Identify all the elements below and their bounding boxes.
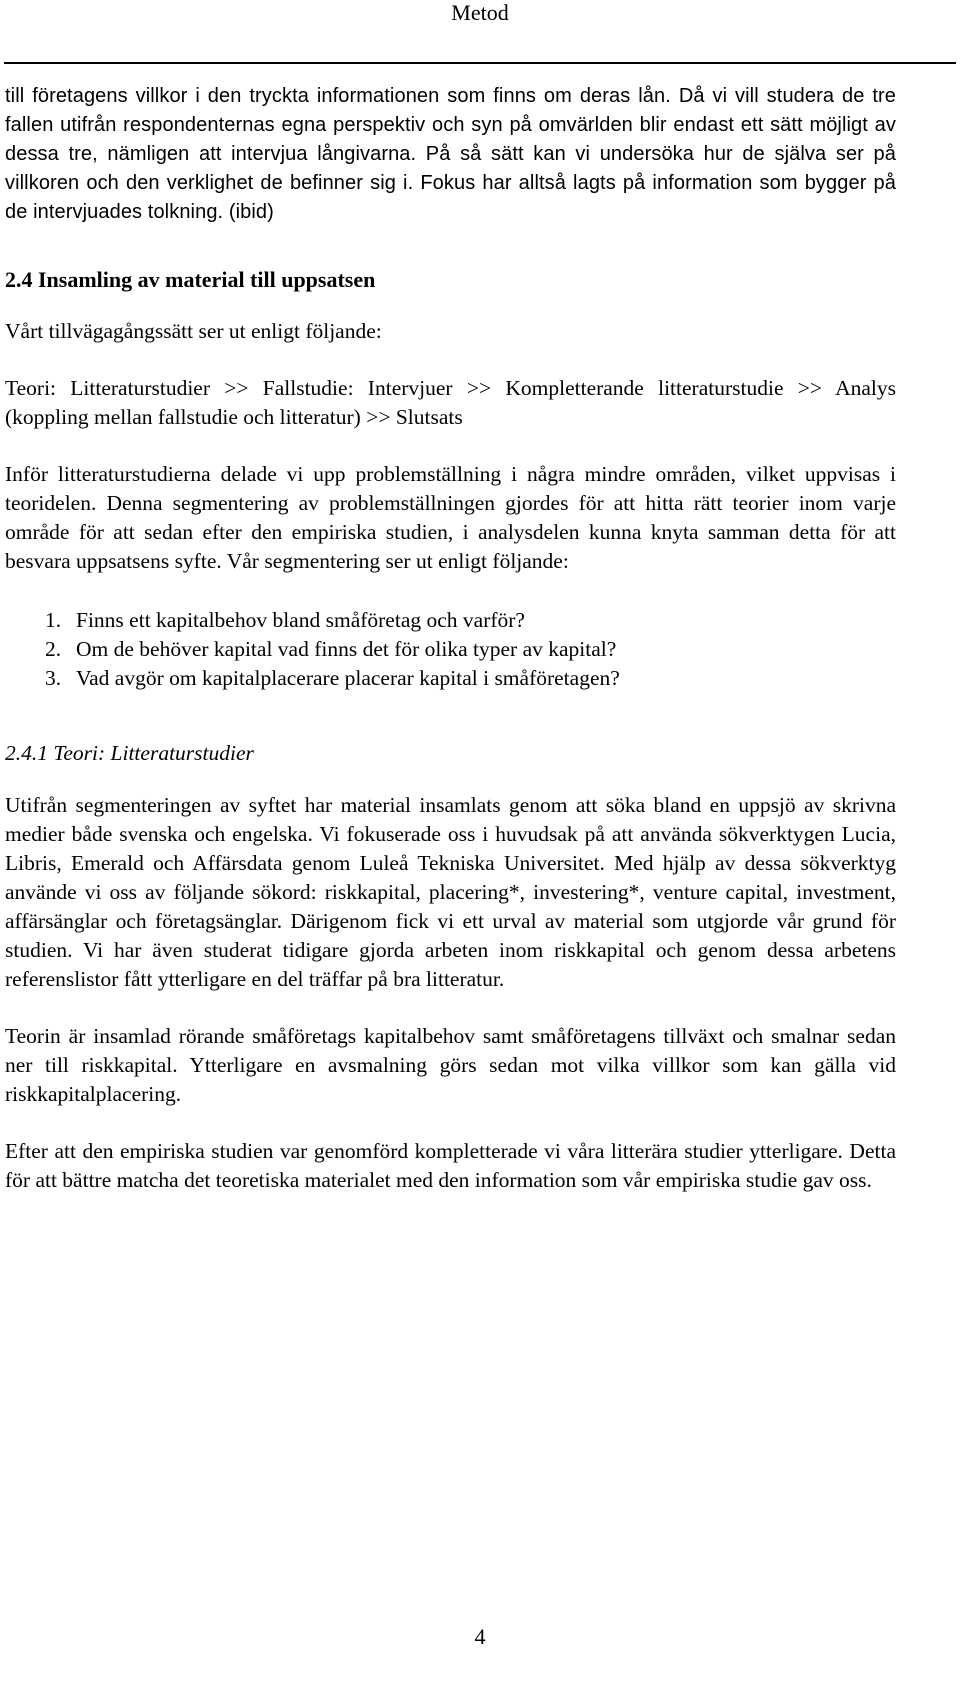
list-item	[5, 664, 896, 693]
list-item-number: 1.	[45, 608, 62, 632]
section-paragraph-segmentation: Inför litteraturstudierna delade vi upp problemställning i några mindre områden, vilket uppvisas i teoridelen. Denna segmentering av problemställningen gjordes för att hitta rätt teorier inom varje område för att sedan efter den empiriska studien, i analysdelen kunna knyta samman detta för att besvara uppsatsens syfte. Vår segmentering ser ut enligt följande:	[5, 462, 896, 573]
list-item-text: Vad avgör om kapitalplacerare placerar kapital i småföretagen?	[76, 666, 620, 690]
section-heading: 2.4 Insamling av material till uppsatsen	[5, 267, 376, 292]
header-divider	[4, 62, 956, 64]
list-item-text: Finns ett kapitalbehov bland småföretag och varför?	[76, 608, 525, 632]
subsection-heading: 2.4.1 Teori: Litteraturstudier	[5, 741, 254, 765]
section-paragraph-process: Teori: Litteraturstudier >> Fallstudie: Intervjuer >> Kompletterande litteraturstudie >> Analys (koppling mellan fallstudie och litteratur) >> Slutsats	[5, 376, 896, 429]
list-item-number: 2.	[45, 637, 62, 661]
list-item-text: Om de behöver kapital vad finns det för olika typer av kapital?	[76, 637, 617, 661]
list-item	[5, 606, 896, 635]
page-body	[5, 82, 896, 1195]
page-number: 4	[474, 1624, 486, 1649]
subsection-paragraph-complement: Efter att den empiriska studien var genomförd kompletterade vi våra litterära studier ytterligare. Detta för att bättre matcha det teoretiska materialet med den information som vår empiriska studie gav oss.	[5, 1139, 896, 1192]
question-list	[5, 606, 896, 693]
intro-paragraph: till företagens villkor i den tryckta informationen som finns om deras lån. Då vi vill studera de tre fallen utifrån respondenternas egna perspektiv och syn på omvärlden blir endast ett sätt möjligt av dessa tre, nämligen att intervjua långivarna. På så sätt kan vi undersöka hur de själva ser på villkoren och den verklighet de befinner sig i. Fokus har alltså lagts på information som bygger på de intervjuades tolkning. (ibid)	[5, 85, 896, 223]
list-item-number: 3.	[45, 666, 62, 690]
list-item	[5, 635, 896, 664]
subsection-paragraph-sources: Utifrån segmenteringen av syftet har material insamlats genom att söka bland en uppsjö av skrivna medier både svenska och engelska. Vi fokuserade oss i huvudsak på att använda sökverktygen Lucia, Libris, Emerald och Affärsdata genom Luleå Tekniska Universitet. Med hjälp av dessa sökverktyg använde vi oss av följande sökord: riskkapital, placering*, investering*, venture capital, investment, affärsänglar och företagsänglar. Därigenom fick vi ett urval av material som utgjorde vår grund för studien. Vi har även studerat tidigare gjorda arbeten inom riskkapital och genom dessa arbetens referenslistor fått ytterligare en del träffar på bra litteratur.	[5, 793, 896, 991]
section-paragraph-method: Vårt tillvägagångssätt ser ut enligt följande:	[5, 319, 382, 343]
running-header: Metod	[451, 0, 509, 25]
subsection-paragraph-theory: Teorin är insamlad rörande småföretags kapitalbehov samt småföretagens tillväxt och smalnar sedan ner till riskkapital. Ytterligare en avsmalning görs sedan mot vilka villkor som kan gälla vid riskkapitalplacering.	[5, 1024, 896, 1106]
